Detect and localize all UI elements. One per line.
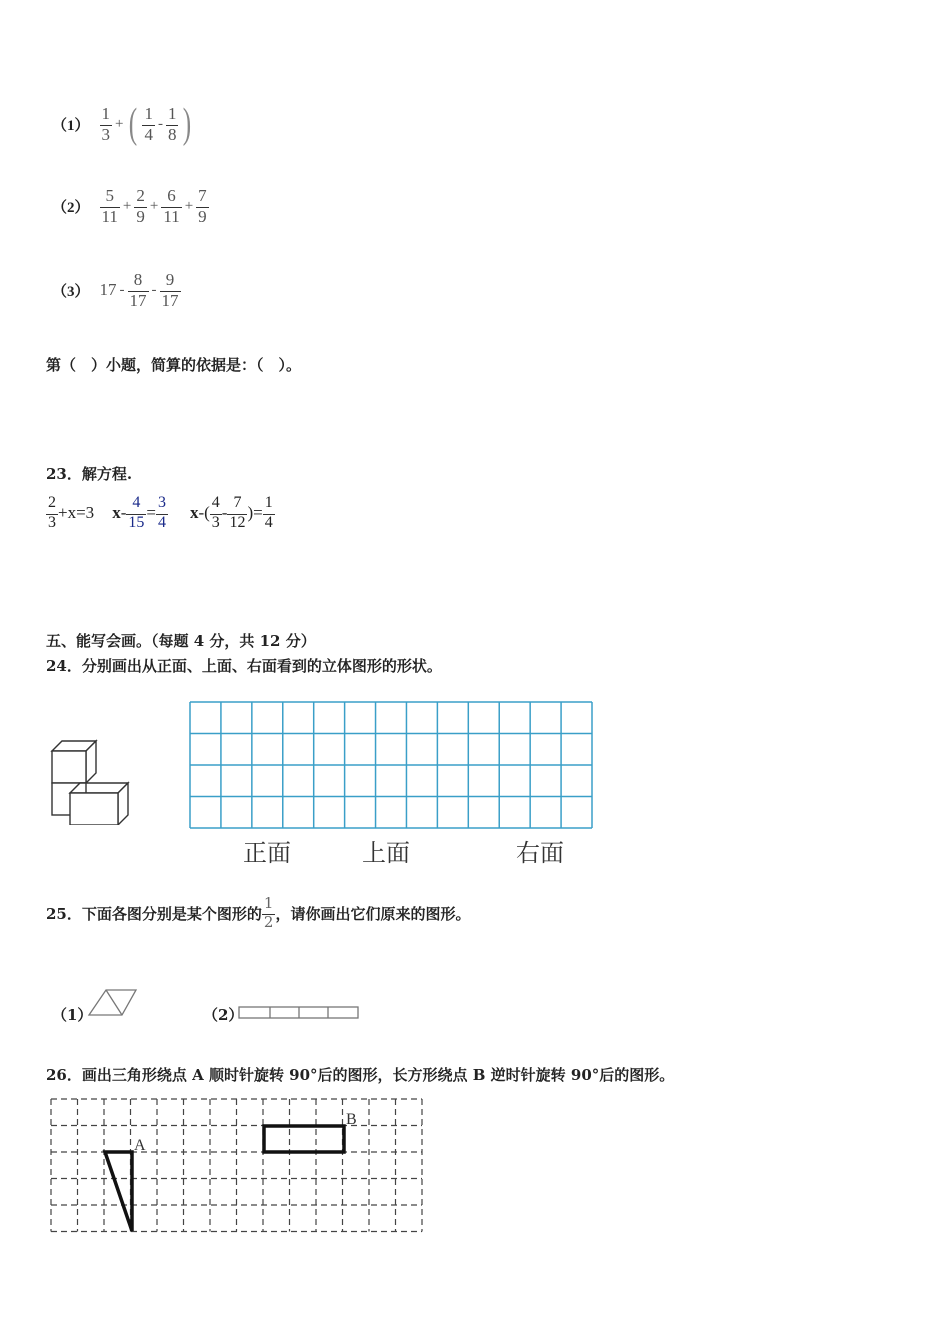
half-shape-parallelogram <box>86 987 140 1019</box>
fraction: $\frac{5}{11}$ <box>101 186 118 226</box>
fraction: $\frac{4}{3}$ <box>211 494 220 531</box>
q22-item-3 <box>52 271 181 309</box>
fraction: $\frac{1}{3}$ <box>101 104 111 144</box>
q23-title-text: 23．解方程. <box>46 465 133 483</box>
paren-left: ( <box>129 101 138 147</box>
q22-basis-text: 第（ ）小题，简算的依据是：（ ）。 <box>46 356 302 374</box>
operator: - <box>120 503 127 522</box>
operator: + <box>184 197 194 214</box>
q25-title <box>46 896 470 930</box>
label-right-view: 右面 <box>516 839 564 867</box>
triangle-shape <box>105 1152 132 1231</box>
fraction: $\frac{8}{17}$ <box>129 270 147 310</box>
operator: + <box>115 115 124 132</box>
q22-item-1 <box>52 103 194 145</box>
fraction: $\frac{9}{17}$ <box>161 270 179 310</box>
fraction: $\frac{4}{15}$ <box>128 494 145 531</box>
point-a-label: A <box>134 1137 146 1154</box>
fraction: $\frac{2}{3}$ <box>48 494 56 531</box>
fraction: $\frac{3}{4}$ <box>157 494 166 531</box>
equals-sign: = <box>146 503 156 522</box>
operator: - <box>119 281 125 298</box>
label-front-view: 正面 <box>243 839 291 867</box>
q25-suffix: ，请你画出它们原来的图形。 <box>275 904 471 923</box>
q23-equations <box>46 495 275 531</box>
fraction: $\frac{6}{11}$ <box>163 186 180 226</box>
q24-title: 24．分别画出从正面、上面、右面看到的立体图形的形状。 <box>46 657 442 675</box>
half-shape-strip <box>237 1005 361 1021</box>
item-label: （1） <box>52 117 90 134</box>
fraction: $\frac{2}{9}$ <box>136 186 145 226</box>
variable-x: x <box>189 503 199 522</box>
rectangle-shape <box>264 1126 344 1152</box>
operator: - <box>151 281 157 298</box>
q22-item-2 <box>52 187 209 225</box>
rotation-grid[interactable] <box>48 1096 428 1236</box>
close-paren-equals: )= <box>247 503 263 522</box>
item-label: （3） <box>52 283 90 300</box>
fraction: $\frac{7}{12}$ <box>229 494 246 531</box>
fraction: $\frac{1}{8}$ <box>167 104 177 144</box>
q25-label-2: （2） <box>203 1006 244 1024</box>
label-top-view: 上面 <box>362 839 410 867</box>
fraction: $\frac{1}{4}$ <box>264 494 273 531</box>
operator: + <box>122 197 132 214</box>
fraction: $\frac{1}{4}$ <box>144 104 153 144</box>
operator: + <box>149 197 159 214</box>
point-b-label: B <box>346 1111 357 1128</box>
fraction: $\frac{7}{9}$ <box>198 186 207 226</box>
drawing-grid[interactable] <box>189 701 593 829</box>
operator: - <box>221 503 228 522</box>
q25-label-1: （1） <box>52 1006 93 1024</box>
paren-right: ) <box>183 101 192 147</box>
eq1-rest: +x=3 <box>58 503 95 522</box>
item-label: （2） <box>52 199 90 216</box>
cube-stack-figure <box>46 735 136 825</box>
fraction-half: $\frac{1}{2}$ <box>263 894 274 931</box>
operator: - <box>157 115 163 132</box>
q25-prefix: 25．下面各图分别是某个图形的 <box>46 904 262 923</box>
variable-x: x <box>112 503 121 522</box>
q23-title <box>46 463 132 484</box>
operator: -( <box>198 503 210 522</box>
q26-title: 26．画出三角形绕点 A 顺时针旋转 90°后的图形，长方形绕点 B 逆时针旋转 90°后的图形。 <box>46 1066 675 1084</box>
whole-number: 17 <box>99 280 117 299</box>
section-5-title: 五、能写会画。（每题 4 分，共 12 分） <box>46 632 316 650</box>
